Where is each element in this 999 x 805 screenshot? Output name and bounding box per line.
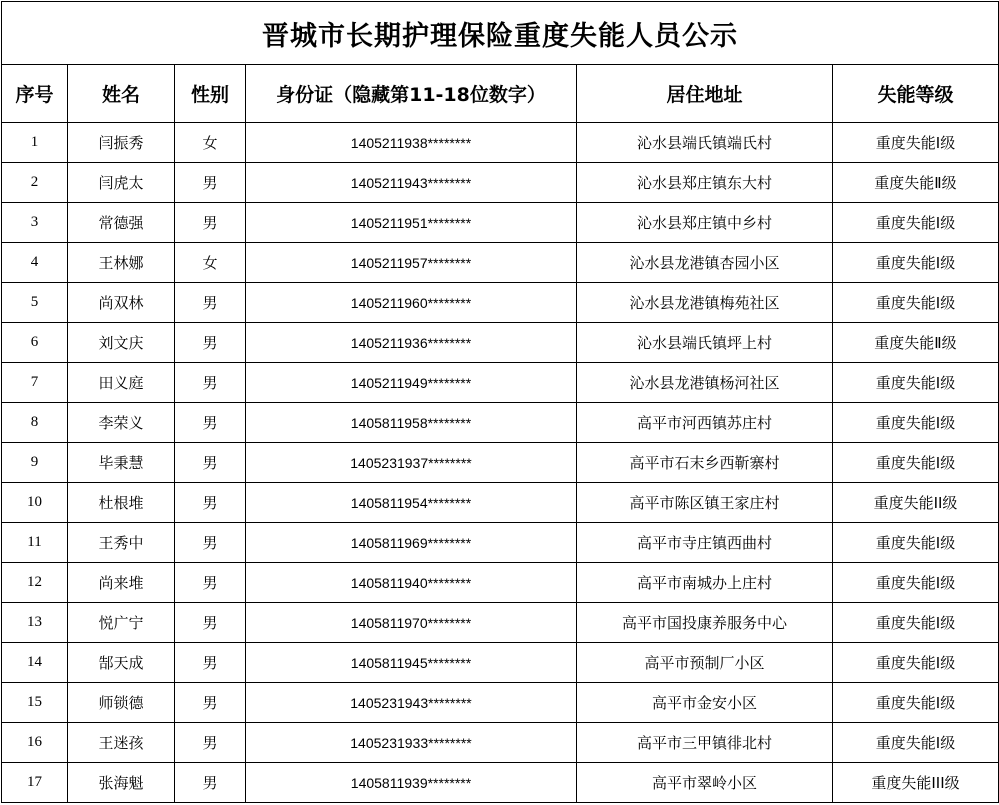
table-row <box>2 323 999 363</box>
header-name: 姓名 <box>68 65 175 123</box>
table-row <box>2 203 999 243</box>
disability-table <box>1 1 999 803</box>
cell-name: 尚来堆 <box>68 563 175 603</box>
cell-id-number: 1405211938******** <box>246 123 577 163</box>
cell-gender: 女 <box>175 243 246 283</box>
cell-id-number: 1405811954******** <box>246 483 577 523</box>
cell-index: 7 <box>2 363 68 403</box>
cell-address: 高平市翠岭小区 <box>577 763 833 803</box>
cell-gender: 男 <box>175 483 246 523</box>
cell-disability-level: 重度失能I级 <box>833 723 999 763</box>
cell-name: 张海魁 <box>68 763 175 803</box>
cell-disability-level: 重度失能I级 <box>833 603 999 643</box>
cell-name: 闫虎太 <box>68 163 175 203</box>
cell-gender: 男 <box>175 523 246 563</box>
cell-id-number: 1405231943******** <box>246 683 577 723</box>
cell-gender: 女 <box>175 123 246 163</box>
cell-index: 9 <box>2 443 68 483</box>
cell-id-number: 1405811970******** <box>246 603 577 643</box>
cell-name: 师锁德 <box>68 683 175 723</box>
cell-address: 高平市三甲镇徘北村 <box>577 723 833 763</box>
cell-index: 15 <box>2 683 68 723</box>
cell-id-number: 1405211960******** <box>246 283 577 323</box>
cell-disability-level: 重度失能I级 <box>833 643 999 683</box>
cell-disability-level: 重度失能Ⅱ级 <box>833 323 999 363</box>
cell-gender: 男 <box>175 363 246 403</box>
table-row <box>2 443 999 483</box>
cell-disability-level: 重度失能II级 <box>833 483 999 523</box>
cell-id-number: 1405811945******** <box>246 643 577 683</box>
cell-disability-level: 重度失能I级 <box>833 523 999 563</box>
cell-index: 12 <box>2 563 68 603</box>
disability-list-sheet <box>1 1 998 803</box>
cell-gender: 男 <box>175 203 246 243</box>
cell-disability-level: 重度失能I级 <box>833 283 999 323</box>
cell-disability-level: 重度失能I级 <box>833 243 999 283</box>
cell-gender: 男 <box>175 683 246 723</box>
header-level: 失能等级 <box>833 65 999 123</box>
table-row <box>2 683 999 723</box>
table-row <box>2 403 999 443</box>
table-row <box>2 123 999 163</box>
cell-id-number: 1405231937******** <box>246 443 577 483</box>
cell-address: 高平市预制厂小区 <box>577 643 833 683</box>
cell-address: 高平市河西镇苏庄村 <box>577 403 833 443</box>
cell-index: 10 <box>2 483 68 523</box>
cell-name: 常德强 <box>68 203 175 243</box>
cell-index: 3 <box>2 203 68 243</box>
cell-gender: 男 <box>175 443 246 483</box>
cell-gender: 男 <box>175 403 246 443</box>
cell-address: 沁水县龙港镇梅苑社区 <box>577 283 833 323</box>
cell-address: 高平市寺庄镇西曲村 <box>577 523 833 563</box>
header-index: 序号 <box>2 65 68 123</box>
cell-index: 6 <box>2 323 68 363</box>
title-row <box>2 2 999 65</box>
cell-name: 毕秉慧 <box>68 443 175 483</box>
table-row <box>2 643 999 683</box>
cell-address: 高平市石末乡西靳寨村 <box>577 443 833 483</box>
cell-name: 李荣义 <box>68 403 175 443</box>
cell-disability-level: 重度失能I级 <box>833 403 999 443</box>
cell-gender: 男 <box>175 643 246 683</box>
cell-address: 沁水县端氏镇端氏村 <box>577 123 833 163</box>
cell-index: 1 <box>2 123 68 163</box>
cell-address: 沁水县龙港镇杨河社区 <box>577 363 833 403</box>
table-row <box>2 163 999 203</box>
cell-name: 田义庭 <box>68 363 175 403</box>
cell-gender: 男 <box>175 283 246 323</box>
cell-index: 4 <box>2 243 68 283</box>
cell-address: 高平市国投康养服务中心 <box>577 603 833 643</box>
cell-name: 郜天成 <box>68 643 175 683</box>
cell-index: 2 <box>2 163 68 203</box>
cell-id-number: 1405231933******** <box>246 723 577 763</box>
table-row <box>2 723 999 763</box>
cell-id-number: 1405811969******** <box>246 523 577 563</box>
cell-gender: 男 <box>175 563 246 603</box>
cell-gender: 男 <box>175 763 246 803</box>
cell-disability-level: 重度失能I级 <box>833 363 999 403</box>
cell-id-number: 1405811939******** <box>246 763 577 803</box>
table-row <box>2 283 999 323</box>
cell-name: 王秀中 <box>68 523 175 563</box>
header-id: 身份证（隐藏第11-18位数字） <box>246 65 577 123</box>
header-address: 居住地址 <box>577 65 833 123</box>
table-row <box>2 763 999 803</box>
cell-name: 悦广宁 <box>68 603 175 643</box>
cell-index: 5 <box>2 283 68 323</box>
cell-address: 高平市陈区镇王家庄村 <box>577 483 833 523</box>
table-row <box>2 563 999 603</box>
cell-id-number: 1405211949******** <box>246 363 577 403</box>
cell-index: 14 <box>2 643 68 683</box>
cell-name: 王林娜 <box>68 243 175 283</box>
cell-address: 沁水县龙港镇杏园小区 <box>577 243 833 283</box>
cell-id-number: 1405211943******** <box>246 163 577 203</box>
cell-address: 高平市南城办上庄村 <box>577 563 833 603</box>
table-row <box>2 523 999 563</box>
cell-gender: 男 <box>175 163 246 203</box>
cell-id-number: 1405211951******** <box>246 203 577 243</box>
cell-disability-level: 重度失能III级 <box>833 763 999 803</box>
cell-disability-level: 重度失能Ⅱ级 <box>833 163 999 203</box>
cell-id-number: 1405211957******** <box>246 243 577 283</box>
cell-index: 17 <box>2 763 68 803</box>
page-title: 晋城市长期护理保险重度失能人员公示 <box>2 2 999 65</box>
cell-address: 沁水县郑庄镇东大村 <box>577 163 833 203</box>
cell-address: 高平市金安小区 <box>577 683 833 723</box>
cell-disability-level: 重度失能I级 <box>833 683 999 723</box>
cell-gender: 男 <box>175 603 246 643</box>
header-gender: 性别 <box>175 65 246 123</box>
table-row <box>2 483 999 523</box>
cell-index: 11 <box>2 523 68 563</box>
cell-index: 13 <box>2 603 68 643</box>
cell-address: 沁水县郑庄镇中乡村 <box>577 203 833 243</box>
cell-name: 尚双林 <box>68 283 175 323</box>
cell-id-number: 1405811958******** <box>246 403 577 443</box>
cell-index: 16 <box>2 723 68 763</box>
cell-name: 杜根堆 <box>68 483 175 523</box>
cell-gender: 男 <box>175 323 246 363</box>
cell-disability-level: 重度失能I级 <box>833 443 999 483</box>
cell-disability-level: 重度失能I级 <box>833 563 999 603</box>
cell-disability-level: 重度失能I级 <box>833 123 999 163</box>
cell-gender: 男 <box>175 723 246 763</box>
table-row <box>2 603 999 643</box>
cell-name: 闫振秀 <box>68 123 175 163</box>
cell-disability-level: 重度失能I级 <box>833 203 999 243</box>
cell-id-number: 1405811940******** <box>246 563 577 603</box>
cell-id-number: 1405211936******** <box>246 323 577 363</box>
header-row <box>2 65 999 123</box>
cell-name: 王迷孩 <box>68 723 175 763</box>
cell-address: 沁水县端氏镇坪上村 <box>577 323 833 363</box>
table-row <box>2 243 999 283</box>
table-row <box>2 363 999 403</box>
cell-name: 刘文庆 <box>68 323 175 363</box>
cell-index: 8 <box>2 403 68 443</box>
